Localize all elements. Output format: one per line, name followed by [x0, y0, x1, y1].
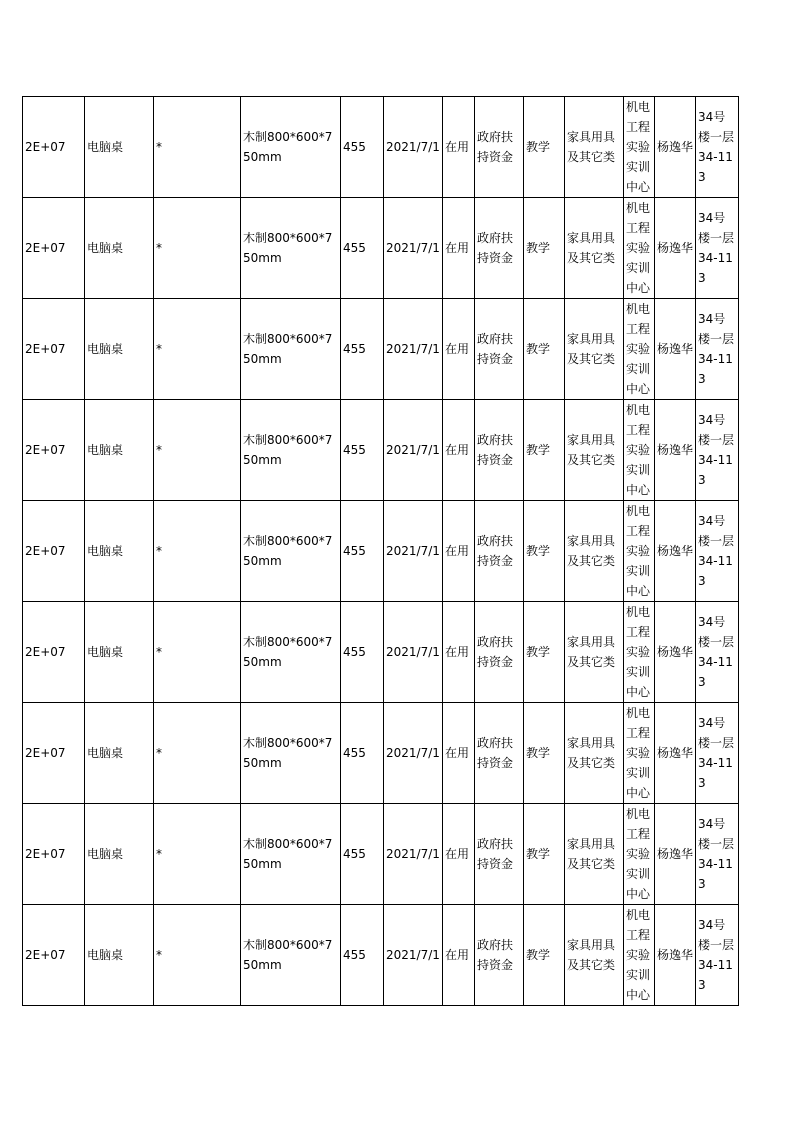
asset-mark-cell: *	[154, 804, 241, 905]
asset-dept-cell: 机电工程实验实训中心	[624, 703, 655, 804]
asset-spec-cell: 木制800*600*750mm	[241, 804, 341, 905]
asset-mark-cell: *	[154, 602, 241, 703]
asset-mark-cell: *	[154, 198, 241, 299]
asset-date-cell: 2021/7/1	[384, 299, 443, 400]
asset-category-cell: 家具用具及其它类	[565, 703, 624, 804]
asset-use-cell: 教学	[524, 299, 565, 400]
asset-dept-cell: 机电工程实验实训中心	[624, 97, 655, 198]
asset-status-cell: 在用	[443, 804, 475, 905]
asset-location-cell: 34号楼一层34-113	[696, 198, 739, 299]
asset-use-cell: 教学	[524, 804, 565, 905]
table-row	[23, 804, 739, 905]
asset-fund-cell: 政府扶持资金	[475, 400, 524, 501]
asset-keeper-cell: 杨逸华	[655, 905, 696, 1006]
asset-keeper-cell: 杨逸华	[655, 804, 696, 905]
asset-code-cell: 2E+07	[23, 905, 85, 1006]
asset-location-cell: 34号楼一层34-113	[696, 602, 739, 703]
asset-dept-cell: 机电工程实验实训中心	[624, 905, 655, 1006]
asset-keeper-cell: 杨逸华	[655, 501, 696, 602]
asset-dept-cell: 机电工程实验实训中心	[624, 299, 655, 400]
asset-use-cell: 教学	[524, 400, 565, 501]
asset-use-cell: 教学	[524, 97, 565, 198]
asset-amount-cell: 455	[341, 703, 384, 804]
asset-status-cell: 在用	[443, 299, 475, 400]
asset-keeper-cell: 杨逸华	[655, 198, 696, 299]
asset-spec-cell: 木制800*600*750mm	[241, 501, 341, 602]
table-row	[23, 905, 739, 1006]
asset-mark-cell: *	[154, 703, 241, 804]
asset-code-cell: 2E+07	[23, 198, 85, 299]
asset-name-cell: 电脑桌	[85, 198, 154, 299]
asset-spec-cell: 木制800*600*750mm	[241, 703, 341, 804]
asset-amount-cell: 455	[341, 905, 384, 1006]
asset-code-cell: 2E+07	[23, 804, 85, 905]
asset-amount-cell: 455	[341, 602, 384, 703]
asset-name-cell: 电脑桌	[85, 703, 154, 804]
asset-table	[22, 96, 739, 1006]
asset-dept-cell: 机电工程实验实训中心	[624, 804, 655, 905]
asset-spec-cell: 木制800*600*750mm	[241, 299, 341, 400]
asset-date-cell: 2021/7/1	[384, 602, 443, 703]
asset-category-cell: 家具用具及其它类	[565, 97, 624, 198]
asset-name-cell: 电脑桌	[85, 804, 154, 905]
asset-fund-cell: 政府扶持资金	[475, 905, 524, 1006]
asset-category-cell: 家具用具及其它类	[565, 400, 624, 501]
asset-date-cell: 2021/7/1	[384, 400, 443, 501]
asset-name-cell: 电脑桌	[85, 97, 154, 198]
asset-use-cell: 教学	[524, 905, 565, 1006]
asset-status-cell: 在用	[443, 703, 475, 804]
asset-keeper-cell: 杨逸华	[655, 602, 696, 703]
asset-date-cell: 2021/7/1	[384, 198, 443, 299]
asset-category-cell: 家具用具及其它类	[565, 198, 624, 299]
asset-status-cell: 在用	[443, 602, 475, 703]
asset-location-cell: 34号楼一层34-113	[696, 400, 739, 501]
asset-name-cell: 电脑桌	[85, 501, 154, 602]
asset-fund-cell: 政府扶持资金	[475, 703, 524, 804]
asset-spec-cell: 木制800*600*750mm	[241, 97, 341, 198]
table-row	[23, 198, 739, 299]
asset-mark-cell: *	[154, 400, 241, 501]
asset-use-cell: 教学	[524, 703, 565, 804]
asset-mark-cell: *	[154, 501, 241, 602]
table-row	[23, 400, 739, 501]
asset-spec-cell: 木制800*600*750mm	[241, 602, 341, 703]
asset-category-cell: 家具用具及其它类	[565, 602, 624, 703]
asset-mark-cell: *	[154, 905, 241, 1006]
asset-location-cell: 34号楼一层34-113	[696, 804, 739, 905]
asset-status-cell: 在用	[443, 97, 475, 198]
asset-mark-cell: *	[154, 299, 241, 400]
asset-code-cell: 2E+07	[23, 602, 85, 703]
asset-date-cell: 2021/7/1	[384, 804, 443, 905]
asset-date-cell: 2021/7/1	[384, 905, 443, 1006]
asset-amount-cell: 455	[341, 804, 384, 905]
asset-fund-cell: 政府扶持资金	[475, 602, 524, 703]
asset-date-cell: 2021/7/1	[384, 501, 443, 602]
asset-amount-cell: 455	[341, 198, 384, 299]
asset-category-cell: 家具用具及其它类	[565, 905, 624, 1006]
asset-spec-cell: 木制800*600*750mm	[241, 400, 341, 501]
asset-use-cell: 教学	[524, 198, 565, 299]
asset-fund-cell: 政府扶持资金	[475, 804, 524, 905]
asset-code-cell: 2E+07	[23, 299, 85, 400]
asset-date-cell: 2021/7/1	[384, 97, 443, 198]
asset-category-cell: 家具用具及其它类	[565, 804, 624, 905]
asset-name-cell: 电脑桌	[85, 299, 154, 400]
asset-date-cell: 2021/7/1	[384, 703, 443, 804]
asset-keeper-cell: 杨逸华	[655, 703, 696, 804]
asset-code-cell: 2E+07	[23, 703, 85, 804]
asset-keeper-cell: 杨逸华	[655, 400, 696, 501]
table-row	[23, 501, 739, 602]
asset-category-cell: 家具用具及其它类	[565, 501, 624, 602]
asset-mark-cell: *	[154, 97, 241, 198]
asset-location-cell: 34号楼一层34-113	[696, 501, 739, 602]
asset-spec-cell: 木制800*600*750mm	[241, 198, 341, 299]
asset-category-cell: 家具用具及其它类	[565, 299, 624, 400]
asset-use-cell: 教学	[524, 602, 565, 703]
asset-dept-cell: 机电工程实验实训中心	[624, 501, 655, 602]
asset-keeper-cell: 杨逸华	[655, 97, 696, 198]
asset-amount-cell: 455	[341, 501, 384, 602]
asset-amount-cell: 455	[341, 97, 384, 198]
asset-amount-cell: 455	[341, 299, 384, 400]
asset-keeper-cell: 杨逸华	[655, 299, 696, 400]
asset-code-cell: 2E+07	[23, 501, 85, 602]
asset-status-cell: 在用	[443, 198, 475, 299]
asset-name-cell: 电脑桌	[85, 905, 154, 1006]
asset-spec-cell: 木制800*600*750mm	[241, 905, 341, 1006]
asset-fund-cell: 政府扶持资金	[475, 198, 524, 299]
table-row	[23, 602, 739, 703]
asset-location-cell: 34号楼一层34-113	[696, 97, 739, 198]
table-row	[23, 299, 739, 400]
asset-code-cell: 2E+07	[23, 97, 85, 198]
asset-status-cell: 在用	[443, 905, 475, 1006]
asset-name-cell: 电脑桌	[85, 400, 154, 501]
asset-fund-cell: 政府扶持资金	[475, 501, 524, 602]
asset-dept-cell: 机电工程实验实训中心	[624, 602, 655, 703]
asset-name-cell: 电脑桌	[85, 602, 154, 703]
asset-fund-cell: 政府扶持资金	[475, 299, 524, 400]
asset-amount-cell: 455	[341, 400, 384, 501]
asset-fund-cell: 政府扶持资金	[475, 97, 524, 198]
asset-code-cell: 2E+07	[23, 400, 85, 501]
asset-status-cell: 在用	[443, 501, 475, 602]
asset-location-cell: 34号楼一层34-113	[696, 703, 739, 804]
asset-dept-cell: 机电工程实验实训中心	[624, 198, 655, 299]
table-row	[23, 703, 739, 804]
table-row	[23, 97, 739, 198]
asset-dept-cell: 机电工程实验实训中心	[624, 400, 655, 501]
asset-location-cell: 34号楼一层34-113	[696, 299, 739, 400]
asset-use-cell: 教学	[524, 501, 565, 602]
asset-location-cell: 34号楼一层34-113	[696, 905, 739, 1006]
asset-status-cell: 在用	[443, 400, 475, 501]
